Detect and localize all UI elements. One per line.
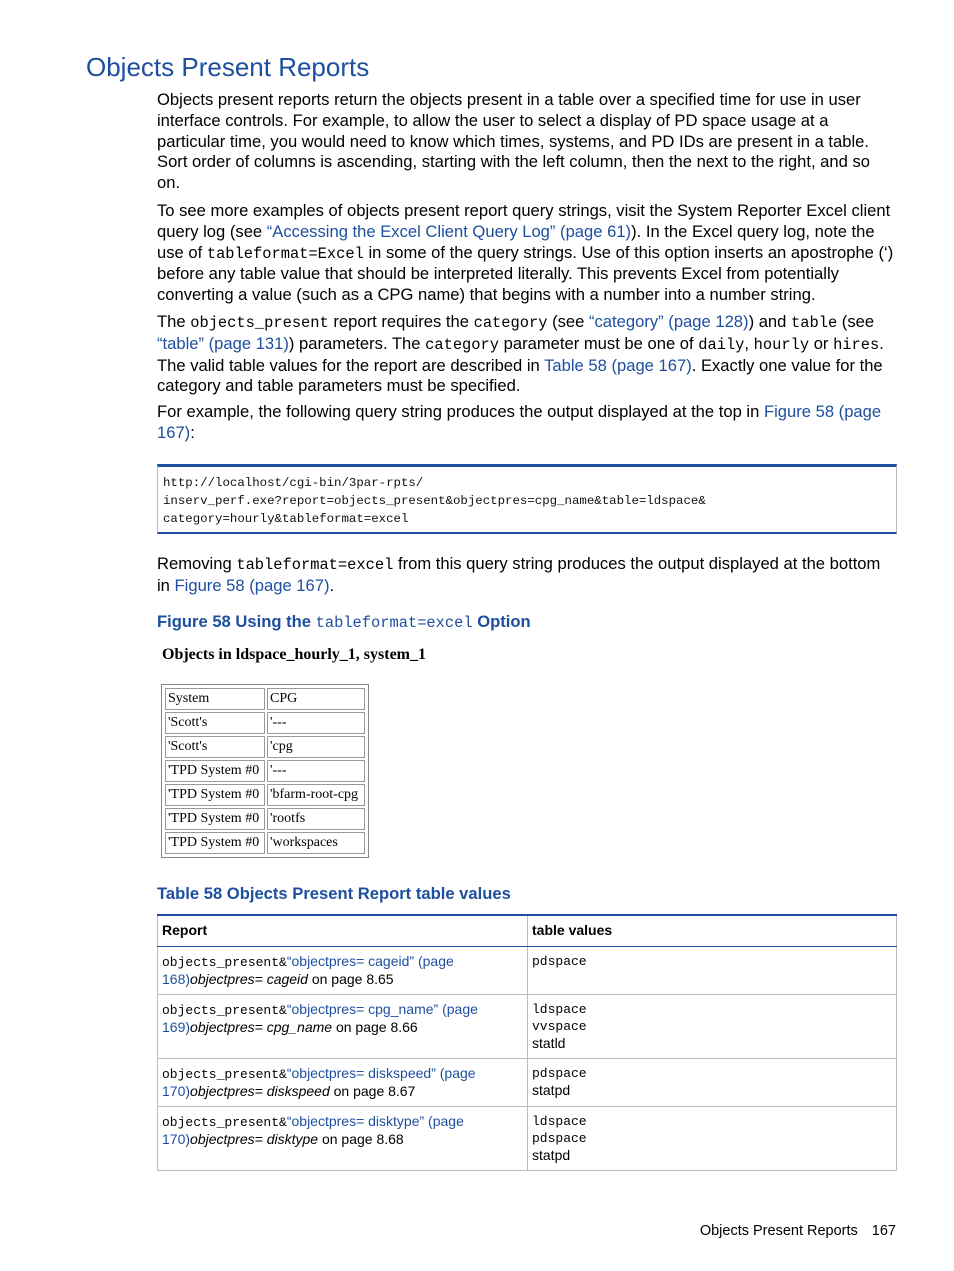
report-cell	[158, 1059, 528, 1107]
link-figure-58-2[interactable]: Figure 58 (page 167)	[174, 575, 330, 595]
table-row	[158, 1059, 897, 1107]
column-header-table-values: table values	[528, 915, 897, 947]
report-italic: objectpres= cpg_name	[190, 1019, 333, 1035]
table-row	[158, 995, 897, 1059]
text: in some of the query strings. Use of this option inserts an apostrophe (‘) before any table value that should be interpreted literally. This prevents Excel from potentially converting a value (such as a CPG name) that begins with a number into a number string.	[157, 242, 894, 305]
cell: CPG	[267, 688, 365, 710]
removing-paragraph	[157, 554, 897, 597]
cell: 'rootfs	[267, 808, 365, 830]
table-value: pdspace	[532, 1131, 587, 1146]
text: . Exactly one value for the category and table parameters must be specified.	[157, 355, 883, 396]
report-italic: objectpres= cageid	[190, 971, 308, 987]
text: ,	[744, 333, 754, 353]
link-table[interactable]: “table” (page 131)	[157, 333, 289, 353]
figure-objects-table	[161, 684, 369, 858]
cell: 'Scott's	[165, 736, 265, 758]
report-suffix: on page 8.67	[329, 1083, 416, 1099]
text: . The valid table values for the report are described in	[157, 333, 884, 375]
code-daily: daily	[698, 335, 745, 354]
report-link[interactable]: “objectpres= disktype” (page 170)	[162, 1113, 464, 1147]
cell: 'TPD System #0	[165, 808, 265, 830]
table-value: statpd	[532, 1147, 571, 1163]
page-number: 167	[871, 1223, 896, 1239]
text: ). In the Excel query log, note the use of	[157, 221, 875, 262]
text: parameter must be one of	[499, 333, 699, 353]
footer-section-title: Objects Present Reports	[699, 1223, 858, 1239]
code-tableformat-excel: tableformat=excel	[236, 556, 394, 574]
report-italic: objectpres= diskspeed	[190, 1083, 330, 1099]
table-row	[165, 808, 365, 830]
table-value: pdspace	[532, 954, 587, 969]
cell: 'TPD System #0	[165, 784, 265, 806]
report-link[interactable]: “objectpres= cpg_name” (page 169)	[162, 1001, 478, 1035]
table-value: statpd	[532, 1082, 571, 1098]
table-values-cell	[528, 1059, 897, 1107]
text: (see	[837, 312, 875, 331]
text: :	[190, 422, 195, 442]
table-header-row	[158, 915, 897, 947]
report-cell	[158, 947, 528, 995]
text: ) and	[748, 312, 791, 331]
table-value: statld	[532, 1035, 566, 1051]
report-cell	[158, 995, 528, 1059]
table-row	[165, 688, 365, 710]
code-line: category=hourly&tableformat=excel	[163, 512, 409, 526]
code-line: inserv_perf.exe?report=objects_present&objectpres=cpg_name&table=ldspace&	[163, 494, 706, 508]
cell: 'cpg	[267, 736, 365, 758]
report-code: objects_present&	[162, 1115, 287, 1130]
cell: 'bfarm-root-cpg	[267, 784, 365, 806]
intro-paragraph: Objects present reports return the objects present in a table over a specified time for use in user interface controls. For example, to allow the user to select a display of PD space usage at a particular time, you would need to know which times, systems, and PD IDs are present in a table. Sort order of columns is ascending, starting with the left column, then the next to the right, and so on.	[157, 90, 870, 193]
table-values-cell	[528, 947, 897, 995]
text: or	[809, 333, 834, 353]
report-suffix: on page 8.65	[307, 971, 394, 987]
table-row	[158, 947, 897, 995]
report-italic: objectpres= disktype	[190, 1131, 319, 1147]
report-code: objects_present&	[162, 1067, 287, 1082]
table-row	[165, 784, 365, 806]
text: For example, the following query string produces the output displayed at the top in	[157, 402, 764, 421]
text: To see more examples of objects present report query strings, visit the System Reporter Excel client query log (see	[157, 201, 891, 241]
text: Option	[472, 612, 531, 631]
code-category: category	[473, 314, 548, 332]
column-header-report: Report	[158, 915, 528, 947]
text: (see	[547, 312, 589, 331]
table-row	[165, 760, 365, 782]
text: .	[329, 575, 335, 595]
report-link[interactable]: “objectpres= diskspeed” (page 170)	[162, 1065, 476, 1099]
table-value: ldspace	[532, 1114, 587, 1129]
table-row	[165, 736, 365, 758]
cell: '---	[267, 712, 365, 734]
code-table: table	[791, 314, 838, 332]
cell: 'TPD System #0	[165, 832, 265, 854]
report-link[interactable]: “objectpres= cageid” (page 168)	[162, 953, 454, 987]
table-value: vvspace	[532, 1019, 587, 1034]
report-suffix: on page 8.66	[332, 1019, 418, 1035]
text: from this query string produces the output displayed at the bottom in	[157, 554, 881, 595]
text: Removing	[157, 554, 237, 573]
code-line: http://localhost/cgi-bin/3par-rpts/	[163, 476, 424, 490]
code-tableformat: tableformat=Excel	[206, 244, 364, 263]
text: The	[157, 312, 191, 331]
report-code: objects_present&	[162, 1003, 287, 1018]
cell: 'Scott's	[165, 712, 265, 734]
text: Figure 58 Using the	[157, 612, 316, 631]
figure-caption	[157, 612, 531, 632]
table-value: ldspace	[532, 1002, 587, 1017]
report-code: objects_present&	[162, 955, 287, 970]
code-category-2: category	[425, 335, 499, 354]
link-table-58[interactable]: Table 58 (page 167)	[544, 355, 692, 375]
caption-code: tableformat=excel	[315, 614, 473, 632]
cell: System	[165, 688, 265, 710]
page-title: Objects Present Reports	[86, 52, 370, 82]
code-hires: hires	[833, 335, 880, 354]
table-value: pdspace	[532, 1066, 587, 1081]
text: ) parameters. The	[288, 333, 426, 353]
text: report requires the	[328, 312, 474, 331]
link-category[interactable]: “category” (page 128)	[588, 312, 749, 331]
table-row	[165, 712, 365, 734]
cell: 'TPD System #0	[165, 760, 265, 782]
report-cell	[158, 1107, 528, 1171]
figure-heading: Objects in ldspace_hourly_1, system_1	[162, 646, 426, 663]
table-row	[165, 832, 365, 854]
excel-paragraph	[157, 201, 897, 306]
cell: 'workspaces	[267, 832, 365, 854]
table-values-cell	[528, 995, 897, 1059]
report-values-table	[157, 914, 897, 1171]
table-caption: Table 58 Objects Present Report table values	[157, 884, 511, 903]
query-string-code-block	[157, 464, 897, 534]
link-query-log[interactable]: “Accessing the Excel Client Query Log” (page 61)	[266, 221, 632, 241]
table-values-cell	[528, 1107, 897, 1171]
report-suffix: on page 8.68	[318, 1131, 404, 1147]
cell: '---	[267, 760, 365, 782]
requirements-paragraph	[157, 312, 897, 397]
example-paragraph	[157, 402, 897, 444]
page-footer	[700, 1223, 896, 1239]
table-row	[158, 1107, 897, 1171]
link-figure-58[interactable]: Figure 58 (page 167)	[157, 402, 882, 442]
code-objects-present: objects_present	[190, 314, 329, 332]
code-hourly: hourly	[753, 335, 810, 354]
